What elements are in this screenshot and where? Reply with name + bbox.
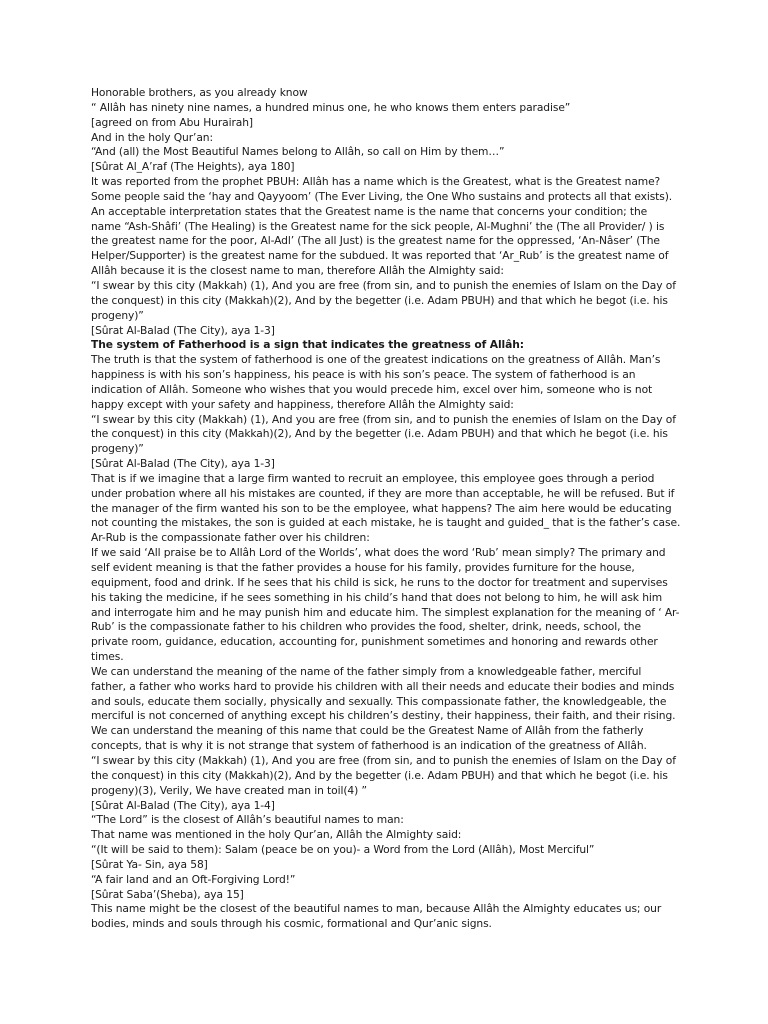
- text-line: [Sûrat Al-Balad (The City), aya 1-3]: [91, 457, 275, 471]
- text-line: his taking the medicine, if he sees something in his child’s hand that does not belong to him, he will ask him: [91, 590, 663, 604]
- text-line: equipment, food and drink. If he sees that his child is sick, he runs to the doctor for treatment and supervises: [91, 575, 668, 589]
- text-line: “A fair land and an Oft-Forgiving Lord!”: [91, 872, 296, 886]
- text-line: times.: [91, 650, 124, 664]
- text-line: private room, guidance, education, accounting for, punishment sometimes and honoring and rewards other: [91, 635, 658, 649]
- text-line: We can understand the meaning of this name that could be the Greatest Name of Allâh from the fatherly: [91, 724, 644, 738]
- text-line: progeny)”: [91, 442, 144, 456]
- text-line: An acceptable interpretation states that the Greatest name is the name that concerns your condition; the: [91, 204, 648, 218]
- text-line: “I swear by this city (Makkah) (1), And you are free (from sin, and to punish the enemies of Islam on the Day of: [91, 412, 676, 426]
- text-line: the conquest) in this city (Makkah)(2), And by the begetter (i.e. Adam PBUH) and that which he begot (i.e. his: [91, 427, 668, 441]
- text-line: [agreed on from Abu Hurairah]: [91, 115, 253, 129]
- text-line: “I swear by this city (Makkah) (1), And you are free (from sin, and to punish the enemies of Islam on the Day of: [91, 278, 676, 292]
- text-line: the greatest name for the poor, Al-Adl’ (The all Just) is the greatest name for the oppressed, ‘An-Nâser’ (The: [91, 234, 660, 248]
- text-line: [Sûrat Al-Balad (The City), aya 1-4]: [91, 798, 275, 812]
- text-line: [Sûrat Saba’(Sheba), aya 15]: [91, 887, 244, 901]
- document-body: [91, 86, 681, 932]
- text-line: the conquest) in this city (Makkah)(2), And by the begetter (i.e. Adam PBUH) and that which he begot (i.e. his: [91, 293, 668, 307]
- text-line: bodies, minds and souls through his cosmic, formational and Qur’anic signs.: [91, 917, 492, 931]
- text-line: We can understand the meaning of the name of the father simply from a knowledgeable father, merciful: [91, 664, 642, 678]
- text-line: father, a father who works hard to provide his children with all their needs and educate their bodies and minds: [91, 679, 675, 693]
- text-line: And in the holy Qur’an:: [91, 130, 213, 144]
- text-line: “(It will be said to them): Salam (peace be on you)- a Word from the Lord (Allâh), Most Merciful”: [91, 843, 595, 857]
- text-line: name “Ash-Shâfi’ (The Healing) is the Greatest name for the sick people, Al-Mughni’ the (The all Provider/ ) is: [91, 219, 665, 233]
- section-heading: The system of Fatherhood is a sign that indicates the greatness of Allâh:: [91, 338, 524, 352]
- text-line: the conquest) in this city (Makkah)(2), And by the begetter (i.e. Adam PBUH) and that which he begot (i.e. his: [91, 768, 668, 782]
- text-line: If we said ‘All praise be to Allâh Lord of the Worlds’, what does the word ‘Rub’ mean simply? The primary and: [91, 546, 666, 560]
- text-line: and souls, educate them socially, physically and sexually. This compassionate father, the knowledgeable, the: [91, 694, 667, 708]
- text-line: [Sûrat Al_A’raf (The Heights), aya 180]: [91, 160, 295, 174]
- text-line: “ Allâh has ninety nine names, a hundred minus one, he who knows them enters paradise”: [91, 100, 571, 114]
- text-line: Helper/Supporter) is the greatest name for the subdued. It was reported that ‘Ar_Rub’ is the greatest name of: [91, 249, 669, 263]
- text-line: under probation where all his mistakes are counted, if they are more than acceptable, he will be refused. But if: [91, 486, 675, 500]
- text-line: “The Lord” is the closest of Allâh’s beautiful names to man:: [91, 813, 404, 827]
- text-line: Honorable brothers, as you already know: [91, 86, 308, 99]
- text-line: happiness is with his son’s happiness, his peace is with his son’s peace. The system of fatherhood is an: [91, 368, 636, 382]
- text-line: “And (all) the Most Beautiful Names belong to Allâh, so call on Him by them…”: [91, 145, 505, 159]
- text-line: Rub’ is the compassionate father to his children who provides the food, shelter, drink, needs, school, the: [91, 620, 641, 634]
- text-line: progeny)”: [91, 308, 144, 322]
- text-line: happy except with your safety and happiness, therefore Allâh the Almighty said:: [91, 397, 514, 411]
- text-line: the manager of the firm wanted his son to be the employee, what happens? The aim here would be educating: [91, 501, 672, 515]
- text-line: progeny)(3), Verily, We have created man in toil(4) ”: [91, 783, 367, 797]
- text-line: self evident meaning is that the father provides a house for his family, provides furniture for the house,: [91, 561, 635, 574]
- text-line: The truth is that the system of fatherhood is one of the greatest indications on the greatness of Allâh. Man’s: [91, 353, 661, 367]
- text-line: indication of Allâh. Someone who wishes that you would precede him, excel over him, someone who is not: [91, 382, 653, 396]
- text-line: [Sûrat Al-Balad (The City), aya 1-3]: [91, 323, 275, 337]
- text-line: [Sûrat Ya- Sin, aya 58]: [91, 857, 208, 871]
- text-line: Allâh because it is the closest name to man, therefore Allâh the Almighty said:: [91, 264, 504, 278]
- text-line: This name might be the closest of the beautiful names to man, because Allâh the Almighty educates us; our: [91, 902, 662, 916]
- text-line: That name was mentioned in the holy Qur’an, Allâh the Almighty said:: [91, 828, 462, 842]
- text-line: It was reported from the prophet PBUH: Allâh has a name which is the Greatest, what is the Greatest name?: [91, 175, 661, 189]
- text-line: “I swear by this city (Makkah) (1), And you are free (from sin, and to punish the enemies of Islam on the Day of: [91, 753, 676, 767]
- text-line: merciful is not concerned of anything except his children’s destiny, their happiness, their faith, and their rising.: [91, 709, 676, 723]
- text-line: not counting the mistakes, the son is guided at each mistake, he is taught and guided_ that is the father’s case.: [91, 516, 681, 530]
- text-line: Ar-Rub is the compassionate father over his children:: [91, 531, 370, 545]
- text-line: concepts, that is why it is not strange that system of fatherhood is an indication of the greatness of Allâh.: [91, 739, 647, 753]
- text-line: That is if we imagine that a large firm wanted to recruit an employee, this employee goes through a period: [91, 471, 655, 485]
- text-line: Some people said the ‘hay and Qayyoom’ (The Ever Living, the One Who sustains and protects all that exists).: [91, 189, 673, 203]
- text-line: and interrogate him and he may punish him and educate him. The simplest explanation for the meaning of ‘ Ar-: [91, 605, 680, 619]
